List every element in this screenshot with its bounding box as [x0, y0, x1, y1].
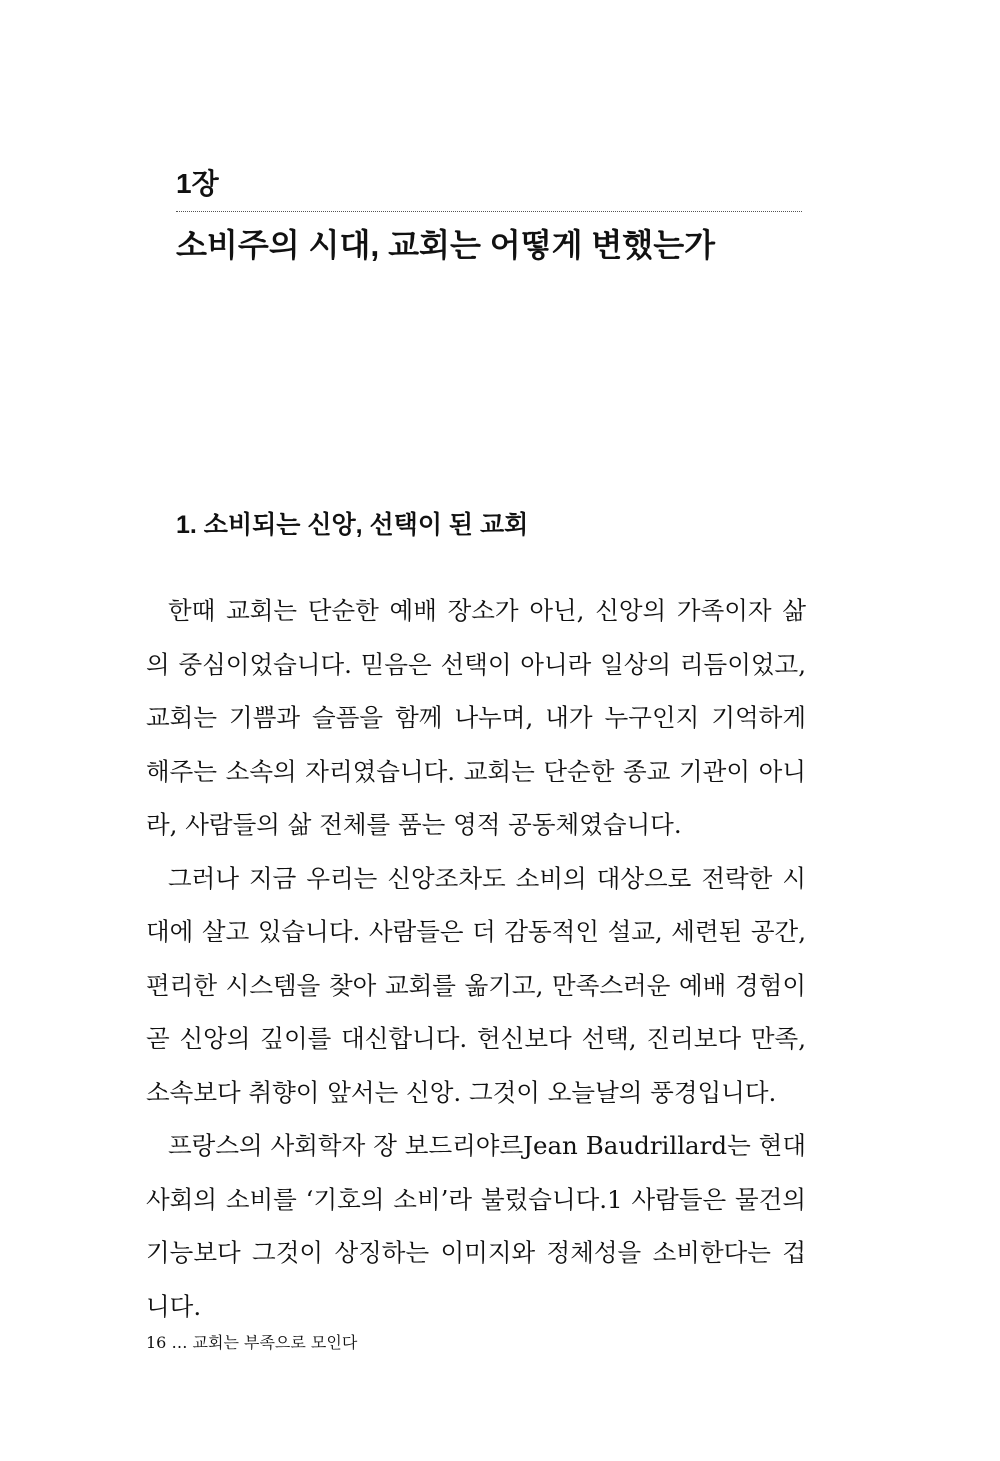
paragraph: 한때 교회는 단순한 예배 장소가 아닌, 신앙의 가족이자 삶의 중심이었습니다. 믿음은 선택이 아니라 일상의 리듬이었고, 교회는 기쁨과 슬픔을 함께 나누며, 내가 누구인지 기억하게 해주는 소속의 자리였습니다. 교회는 단순한 종교 기관이 아니라, 사람들의 삶 전체를 품는 영적 공동체였습니다. [146, 596, 806, 839]
book-title: 교회는 부족으로 모인다 [192, 1333, 358, 1352]
page-number: 16 [146, 1333, 167, 1352]
chapter-divider [176, 211, 802, 212]
section-heading: 1. 소비되는 신앙, 선택이 된 교회 [176, 511, 529, 539]
page-footer [146, 1332, 357, 1354]
paragraph: 그러나 지금 우리는 신앙조차도 소비의 대상으로 전락한 시대에 살고 있습니다. 사람들은 더 감동적인 설교, 세련된 공간, 편리한 시스템을 찾아 교회를 옮기고, 만족스러운 예배 경험이 곧 신앙의 깊이를 대신합니다. 헌신보다 선택, 진리보다 만족, 소속보다 취향이 앞서는 신앙. 그것이 오늘날의 풍경입니다. [146, 863, 806, 1107]
footer-separator: … [171, 1333, 188, 1352]
chapter-label: 1장 [176, 168, 219, 199]
body-text [146, 584, 806, 1333]
chapter-title: 소비주의 시대, 교회는 어떻게 변했는가 [176, 227, 716, 263]
paragraph: 프랑스의 사회학자 장 보드리야르Jean Baudrillard는 현대 사회의 소비를 ‘기호의 소비’라 불렀습니다.1 사람들은 물건의 기능보다 그것이 상징하는 이미지와 정체성을 소비한다는 겁니다. [146, 1131, 806, 1321]
